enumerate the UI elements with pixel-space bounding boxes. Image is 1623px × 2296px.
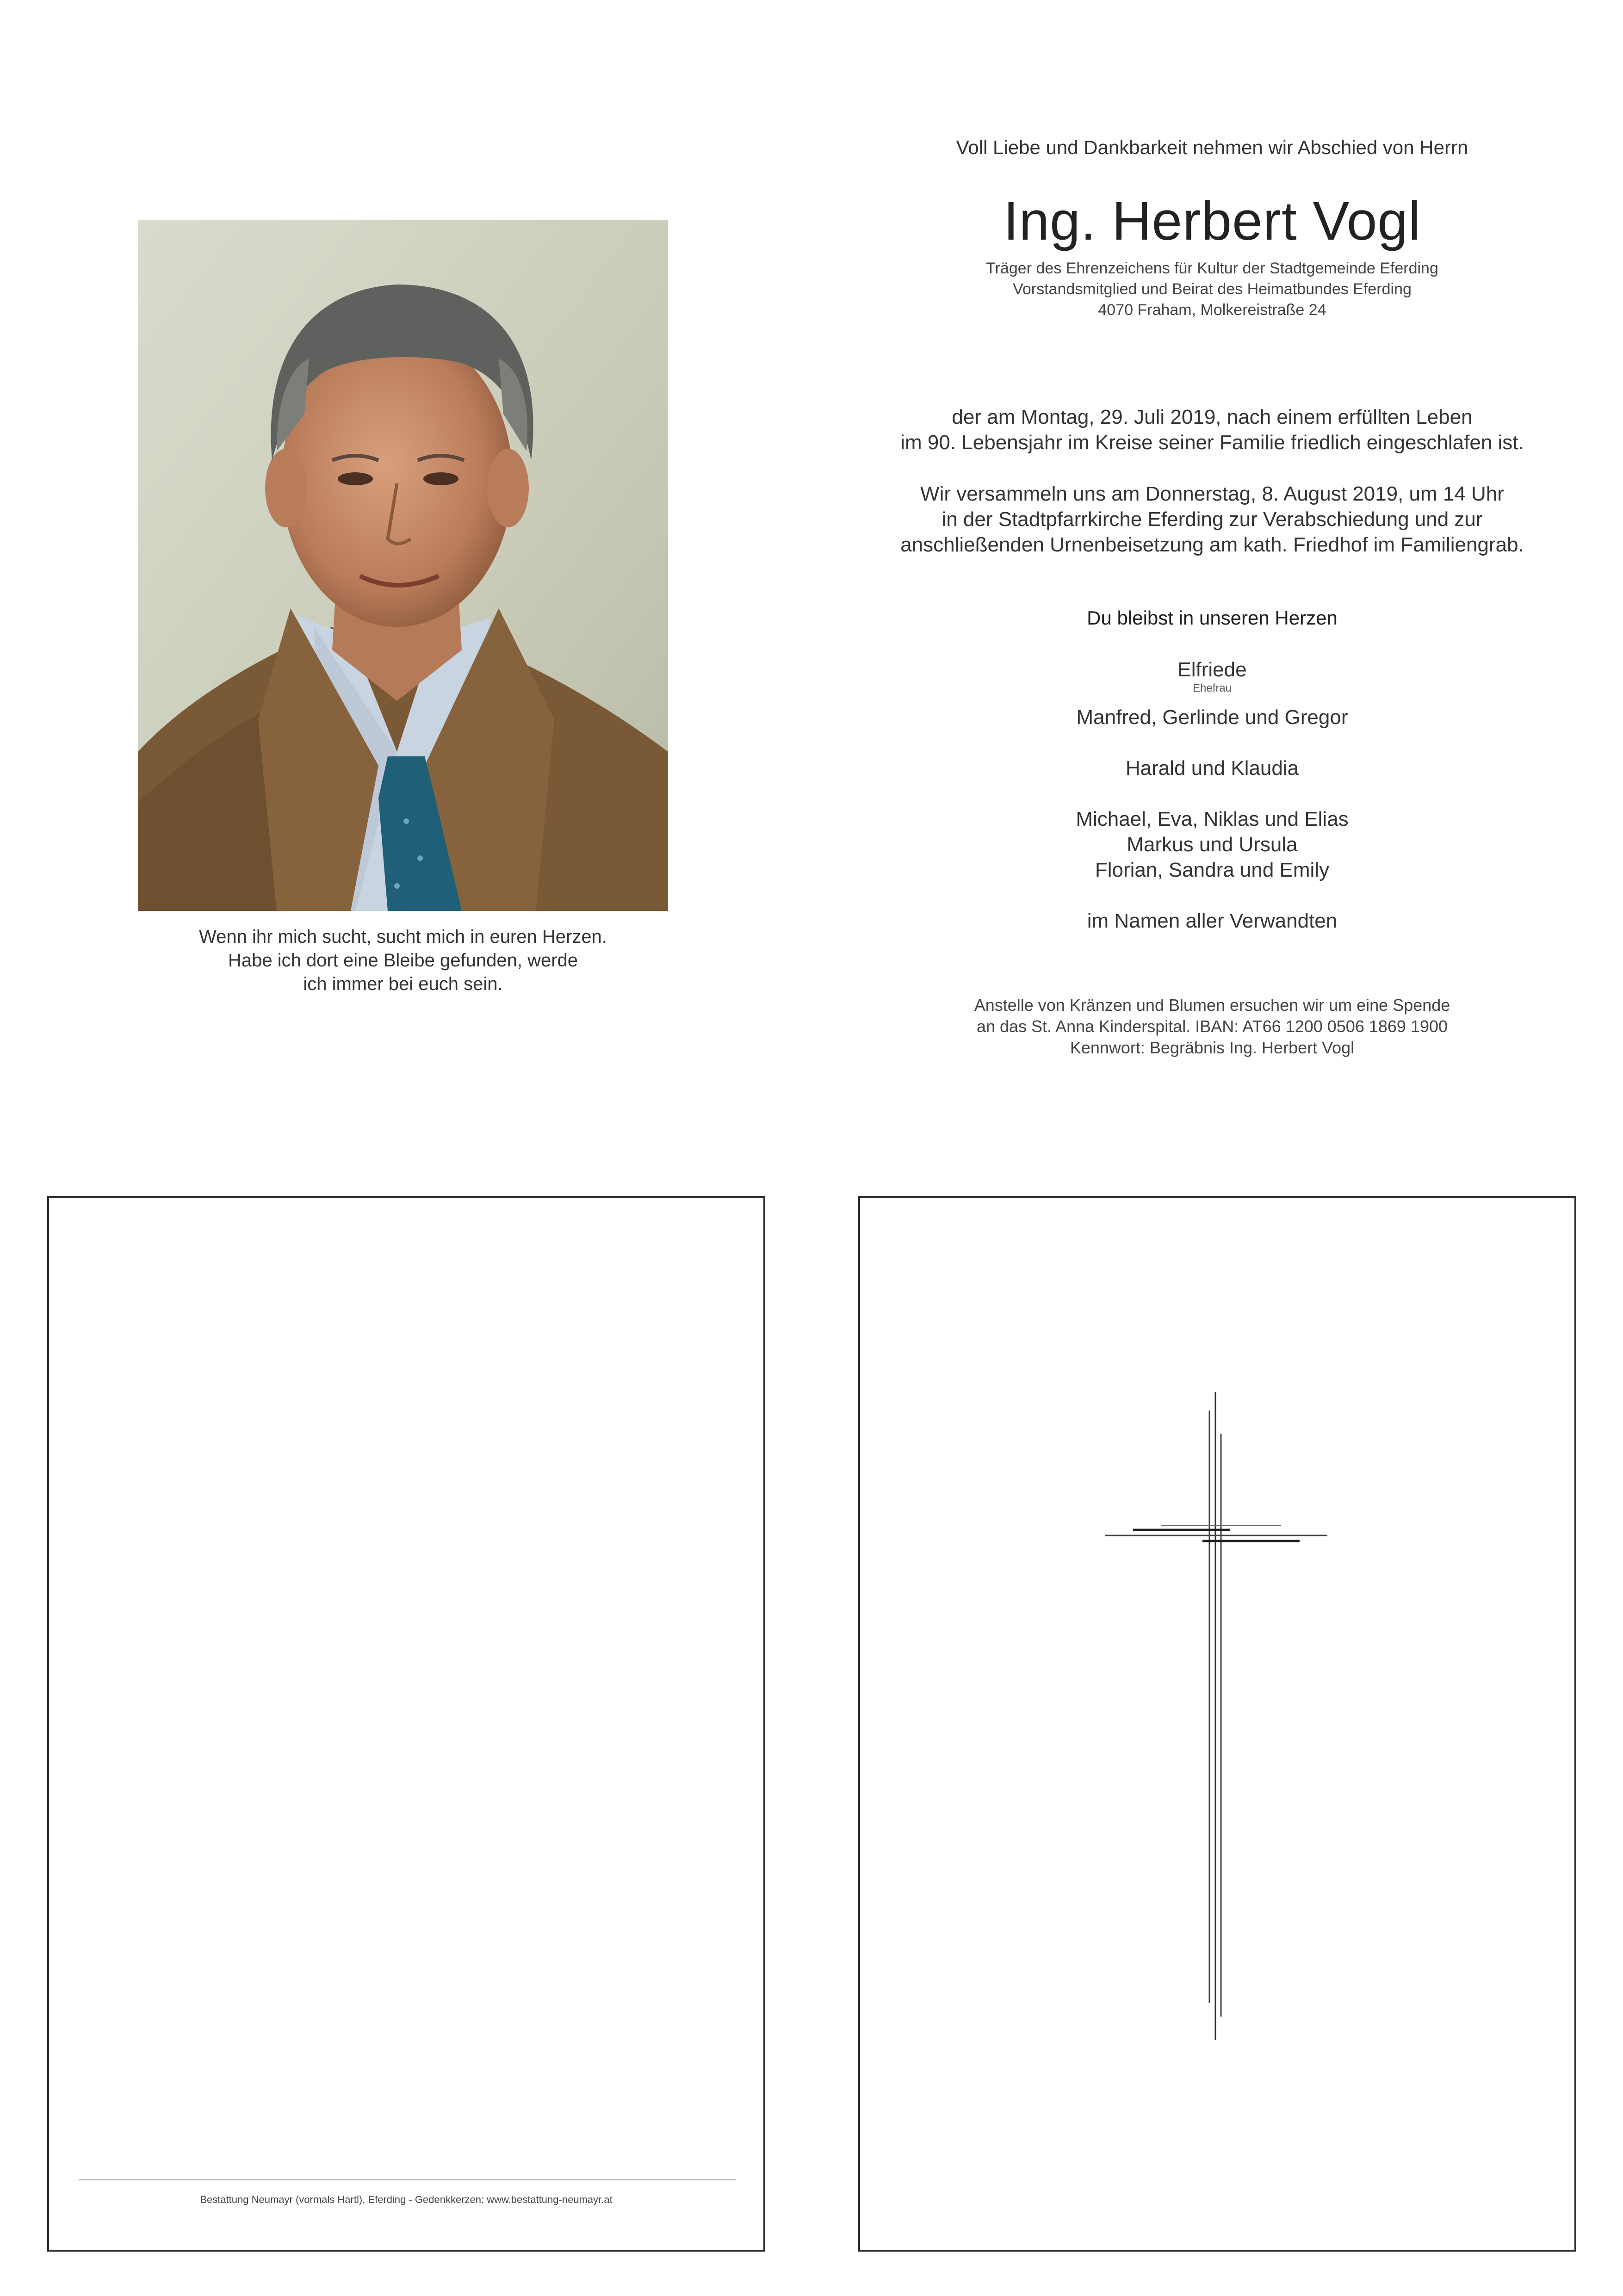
subtitle-line: Vorstandsmitglied und Beirat des Heimatbundes Eferding (1013, 280, 1412, 298)
family-line: Michael, Eva, Niklas und Elias (1076, 808, 1349, 830)
donation-request (861, 995, 1564, 1058)
death-announcement (861, 404, 1564, 455)
family-closing: im Namen aller Verwandten (1087, 910, 1338, 932)
footer-credit: Bestattung Neumayr (vormals Hartl), Eferding - Gedenkkerzen: www.bestattung-neumayr.at (200, 2194, 613, 2205)
announcement-line: der am Montag, 29. Juli 2019, nach einem erfüllten Leben (952, 406, 1473, 428)
family-spouse-role: Ehefrau (1192, 682, 1232, 694)
ceremony-line: in der Stadtpfarrkirche Eferding zur Verabschiedung und zur (942, 508, 1483, 531)
quote-line: Wenn ihr mich sucht, sucht mich in euren Herzen. (199, 927, 607, 947)
portrait-photo (138, 220, 668, 911)
deceased-subtitle (861, 258, 1564, 321)
family-spouse: Elfriede (1177, 658, 1247, 681)
announcement-line: im 90. Lebensjahr im Kreise seiner Familie friedlich eingeschlafen ist. (900, 431, 1524, 454)
ceremony-info (861, 481, 1564, 557)
subtitle-line: Träger des Ehrenzeichens für Kultur der Stadtgemeinde Eferding (986, 260, 1438, 277)
family-line: Florian, Sandra und Emily (1095, 859, 1330, 881)
ceremony-line: Wir versammeln uns am Donnerstag, 8. August 2019, um 14 Uhr (920, 483, 1504, 505)
donation-line: Anstelle von Kränzen und Blumen ersuchen wir um eine Spende (974, 996, 1450, 1015)
back-panel-left (47, 1196, 765, 2252)
quote-line: ich immer bei euch sein. (303, 974, 503, 994)
donation-line: an das St. Anna Kinderspital. IBAN: AT66 1200 0506 1869 1900 (976, 1017, 1448, 1036)
quote-line: Habe ich dort eine Bleibe gefunden, werde (228, 950, 578, 971)
ceremony-line: anschließenden Urnenbeisetzung am kath. Friedhof im Familiengrab. (900, 533, 1524, 556)
photo-quote (138, 925, 668, 996)
footer-divider (79, 2179, 736, 2180)
family-line: Harald und Klaudia (1125, 757, 1299, 780)
subtitle-line: 4070 Fraham, Molkereistraße 24 (1098, 301, 1326, 319)
deceased-name: Ing. Herbert Vogl (1003, 191, 1421, 252)
family-line: Markus und Ursula (1127, 833, 1298, 856)
family-line: Manfred, Gerlinde und Gregor (1076, 706, 1348, 729)
back-panel-right (858, 1196, 1576, 2252)
farewell-heading: Du bleibst in unseren Herzen (1087, 607, 1338, 629)
family-list (861, 657, 1564, 934)
intro-line: Voll Liebe und Dankbarkeit nehmen wir Abschied von Herrn (956, 136, 1468, 158)
cross-icon (1105, 1383, 1346, 2040)
donation-line: Kennwort: Begräbnis Ing. Herbert Vogl (1070, 1038, 1355, 1057)
